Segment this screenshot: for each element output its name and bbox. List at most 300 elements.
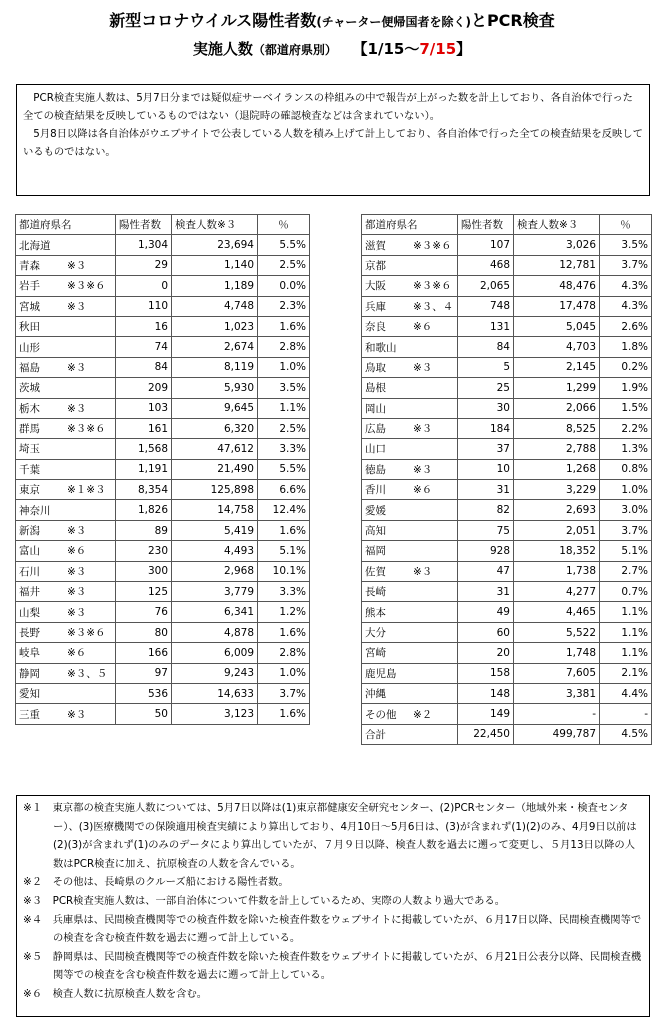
tested-count: 1,748 xyxy=(514,643,600,663)
tested-count: 2,145 xyxy=(514,357,600,377)
prefecture-cell xyxy=(362,235,458,255)
page-subtitle xyxy=(0,38,664,59)
table-row xyxy=(16,398,310,418)
positive-rate: 4.5% xyxy=(600,724,652,744)
positive-rate: 1.2% xyxy=(258,602,310,622)
prefecture-note: ※３※６ xyxy=(67,280,106,293)
positive-rate: 5.1% xyxy=(258,541,310,561)
prefecture-cell xyxy=(16,480,116,500)
table-row xyxy=(16,582,310,602)
tested-count: 2,693 xyxy=(514,500,600,520)
prefecture-cell xyxy=(362,520,458,540)
positive-count: 536 xyxy=(116,683,172,703)
prefecture-cell xyxy=(362,357,458,377)
table-row xyxy=(16,276,310,296)
prefecture-cell xyxy=(16,520,116,540)
positive-count: 131 xyxy=(458,316,514,336)
prefecture-cell xyxy=(16,235,116,255)
prefecture-name: 大阪 xyxy=(365,280,386,293)
footnote-item xyxy=(23,985,643,1004)
tested-count: 3,229 xyxy=(514,480,600,500)
prefecture-cell xyxy=(16,418,116,438)
positive-rate: 1.1% xyxy=(258,398,310,418)
positive-count: 1,191 xyxy=(116,459,172,479)
prefecture-name: 兵庫 xyxy=(365,300,386,313)
prefecture-name: 三重 xyxy=(19,708,40,721)
tested-count: 17,478 xyxy=(514,296,600,316)
prefecture-note: ※３ xyxy=(67,586,87,599)
positive-rate: 1.0% xyxy=(258,663,310,683)
tested-count: 47,612 xyxy=(172,439,258,459)
tested-count: 9,645 xyxy=(172,398,258,418)
prefecture-note: ※３ xyxy=(67,300,87,313)
prefecture-cell xyxy=(362,398,458,418)
tested-count: 1,023 xyxy=(172,316,258,336)
positive-rate: 12.4% xyxy=(258,500,310,520)
prefecture-cell xyxy=(16,683,116,703)
prefecture-name: 長野 xyxy=(19,627,40,639)
prefecture-note: ※３※６ xyxy=(67,627,106,639)
positive-count: 10 xyxy=(458,459,514,479)
tested-count: 3,779 xyxy=(172,582,258,602)
tested-count: 2,788 xyxy=(514,439,600,459)
footnote-label: ※４ xyxy=(23,913,43,926)
range-close: 】 xyxy=(456,40,472,58)
tested-count: 14,633 xyxy=(172,683,258,703)
tested-count: 6,009 xyxy=(172,643,258,663)
tested-count: 6,320 xyxy=(172,418,258,438)
tested-count: 3,123 xyxy=(172,704,258,724)
tested-count: 9,243 xyxy=(172,663,258,683)
prefecture-name: 和歌山 xyxy=(365,341,397,354)
subtitle-main: 実施人数 xyxy=(192,40,253,58)
positive-rate: 1.0% xyxy=(258,357,310,377)
tested-count: 48,476 xyxy=(514,276,600,296)
tested-count: 21,490 xyxy=(172,459,258,479)
positive-rate: 1.1% xyxy=(600,602,652,622)
header-positive: 陽性者数 xyxy=(116,215,172,235)
prefecture-name: 広島 xyxy=(365,423,386,436)
positive-count: 76 xyxy=(116,602,172,622)
header-percent: ％ xyxy=(600,215,652,235)
positive-rate: 2.8% xyxy=(258,643,310,663)
positive-count: 31 xyxy=(458,480,514,500)
header-percent: ％ xyxy=(258,215,310,235)
positive-count: 748 xyxy=(458,296,514,316)
range-start: 【1/15〜 xyxy=(352,40,420,58)
positive-rate: 0.0% xyxy=(258,276,310,296)
prefecture-name: 佐賀 xyxy=(365,565,386,578)
prefecture-cell xyxy=(16,561,116,581)
tested-count: 6,341 xyxy=(172,602,258,622)
positive-count: 161 xyxy=(116,418,172,438)
positive-count: 84 xyxy=(458,337,514,357)
tested-count: 5,930 xyxy=(172,378,258,398)
positive-count: 184 xyxy=(458,418,514,438)
prefecture-cell xyxy=(362,459,458,479)
header-prefecture: 都道府県名 xyxy=(362,215,458,235)
table-row xyxy=(362,255,652,275)
positive-count: 84 xyxy=(116,357,172,377)
table-row xyxy=(16,337,310,357)
tested-count: 5,522 xyxy=(514,622,600,642)
prefecture-note: ※３ xyxy=(413,565,433,578)
table-row xyxy=(362,337,652,357)
table-row xyxy=(362,235,652,255)
positive-count: 300 xyxy=(116,561,172,581)
tested-count: 14,758 xyxy=(172,500,258,520)
positive-rate: 3.7% xyxy=(258,683,310,703)
prefecture-cell xyxy=(16,500,116,520)
tested-count: 5,419 xyxy=(172,520,258,540)
positive-count: 97 xyxy=(116,663,172,683)
header-positive: 陽性者数 xyxy=(458,215,514,235)
intro-paragraph-1: PCR検査実施人数は、5月7日分までは疑似症サーベイランスの枠組みの中で報告が上がった数を計上しており、各自治体で行った全ての検査結果を反映しているものではない（退院時の確認検査などは含まれていない）。 xyxy=(23,92,633,122)
prefecture-name: 秋田 xyxy=(19,321,40,334)
prefecture-table-left xyxy=(15,214,310,725)
positive-rate: 1.1% xyxy=(600,622,652,642)
prefecture-name: 岐阜 xyxy=(19,647,40,660)
prefecture-cell xyxy=(362,296,458,316)
table-row xyxy=(16,704,310,724)
positive-rate: 2.8% xyxy=(258,337,310,357)
table-row xyxy=(362,500,652,520)
prefecture-cell xyxy=(16,439,116,459)
intro-paragraph-2: 5月8日以降は各自治体がウエブサイトで公表している人数を積み上げて計上しており、各自治体で行った全ての検査結果を反映しているものではない。 xyxy=(23,128,643,158)
prefecture-note: ※１※３ xyxy=(67,484,106,497)
footnote-item xyxy=(23,799,643,873)
positive-rate: 0.7% xyxy=(600,582,652,602)
table-row xyxy=(362,724,652,744)
prefecture-note: ※３ xyxy=(67,708,87,721)
positive-rate: 2.2% xyxy=(600,418,652,438)
footnotes xyxy=(16,795,650,1017)
positive-rate: 1.9% xyxy=(600,378,652,398)
table-row xyxy=(362,357,652,377)
prefecture-note: ※３、５ xyxy=(67,667,108,680)
prefecture-cell xyxy=(362,255,458,275)
table-row xyxy=(16,602,310,622)
table-row xyxy=(362,398,652,418)
tested-count: 125,898 xyxy=(172,480,258,500)
title-end: とPCR検査 xyxy=(470,11,555,30)
prefecture-name: 合計 xyxy=(365,728,386,741)
tested-count: 1,738 xyxy=(514,561,600,581)
positive-rate: 1.0% xyxy=(600,480,652,500)
prefecture-cell xyxy=(362,724,458,744)
positive-rate: 3.0% xyxy=(600,500,652,520)
prefecture-note: ※６ xyxy=(413,321,433,334)
prefecture-name: 大分 xyxy=(365,627,386,639)
table-header-row xyxy=(362,215,652,235)
prefecture-note: ※３ xyxy=(67,259,87,272)
positive-count: 16 xyxy=(116,316,172,336)
prefecture-cell xyxy=(362,541,458,561)
positive-count: 8,354 xyxy=(116,480,172,500)
prefecture-note: ※６ xyxy=(413,484,433,497)
positive-rate: 10.1% xyxy=(258,561,310,581)
positive-count: 125 xyxy=(116,582,172,602)
table-row xyxy=(16,378,310,398)
prefecture-note: ※３ xyxy=(67,402,87,415)
table-row xyxy=(362,622,652,642)
tested-count: 8,119 xyxy=(172,357,258,377)
prefecture-cell xyxy=(16,459,116,479)
positive-count: 5 xyxy=(458,357,514,377)
positive-rate: 2.3% xyxy=(258,296,310,316)
table-row xyxy=(362,276,652,296)
positive-rate: 3.5% xyxy=(600,235,652,255)
positive-count: 89 xyxy=(116,520,172,540)
tested-count: 4,465 xyxy=(514,602,600,622)
header-tested: 検査人数※３ xyxy=(172,215,258,235)
table-header-row xyxy=(16,215,310,235)
page-title xyxy=(0,8,664,31)
prefecture-name: 山梨 xyxy=(19,606,40,619)
table-row xyxy=(362,316,652,336)
prefecture-cell xyxy=(362,622,458,642)
positive-rate: 3.3% xyxy=(258,439,310,459)
positive-rate: 0.8% xyxy=(600,459,652,479)
prefecture-cell xyxy=(16,398,116,418)
prefecture-name: 岩手 xyxy=(19,280,40,293)
table-row xyxy=(362,704,652,724)
prefecture-name: 千葉 xyxy=(19,463,40,476)
positive-count: 468 xyxy=(458,255,514,275)
prefecture-cell xyxy=(362,276,458,296)
table-row xyxy=(362,683,652,703)
prefecture-name: 愛媛 xyxy=(365,504,386,517)
positive-rate: 1.6% xyxy=(258,622,310,642)
prefecture-name: 北海道 xyxy=(19,239,51,252)
footnote-item xyxy=(23,911,643,948)
positive-rate: 3.7% xyxy=(600,520,652,540)
prefecture-note: ※６ xyxy=(67,647,87,660)
prefecture-name: 青森 xyxy=(19,259,40,272)
positive-rate: 5.5% xyxy=(258,235,310,255)
tested-count: 7,605 xyxy=(514,663,600,683)
prefecture-name: 熊本 xyxy=(365,606,386,619)
prefecture-cell xyxy=(362,378,458,398)
tested-count: 12,781 xyxy=(514,255,600,275)
prefecture-name: 静岡 xyxy=(19,667,40,680)
positive-count: 0 xyxy=(116,276,172,296)
tested-count: 8,525 xyxy=(514,418,600,438)
prefecture-note: ※３ xyxy=(67,525,87,538)
prefecture-cell xyxy=(16,663,116,683)
footnote-text: PCR検査実施人数は、一部自治体について件数を計上しているため、実際の人数より過大である。 xyxy=(52,894,506,907)
tested-count: 2,968 xyxy=(172,561,258,581)
prefecture-name: 奈良 xyxy=(365,321,386,334)
positive-count: 22,450 xyxy=(458,724,514,744)
positive-count: 103 xyxy=(116,398,172,418)
prefecture-name: 山形 xyxy=(19,341,40,354)
intro-note xyxy=(16,84,650,196)
prefecture-name: 沖縄 xyxy=(365,688,386,701)
prefecture-name: 茨城 xyxy=(19,382,40,395)
prefecture-note: ※３ xyxy=(67,606,87,619)
positive-rate: 1.3% xyxy=(600,439,652,459)
positive-count: 928 xyxy=(458,541,514,561)
positive-count: 74 xyxy=(116,337,172,357)
prefecture-name: 滋賀 xyxy=(365,239,386,252)
prefecture-name: 栃木 xyxy=(19,402,40,415)
prefecture-cell xyxy=(16,316,116,336)
prefecture-cell xyxy=(16,296,116,316)
prefecture-cell xyxy=(16,276,116,296)
positive-rate: 4.4% xyxy=(600,683,652,703)
title-main: 新型コロナウイルス陽性者数 xyxy=(109,11,317,30)
tested-count: 4,277 xyxy=(514,582,600,602)
prefecture-name: 香川 xyxy=(365,484,386,497)
prefecture-name: 東京 xyxy=(19,484,40,497)
footnote-item xyxy=(23,892,643,911)
prefecture-note: ※３ xyxy=(413,361,433,374)
positive-rate: 2.1% xyxy=(600,663,652,683)
prefecture-cell xyxy=(362,439,458,459)
table-row xyxy=(362,378,652,398)
tested-count: 4,748 xyxy=(172,296,258,316)
footnote-label: ※２ xyxy=(23,876,43,889)
prefecture-name: 福岡 xyxy=(365,545,386,558)
prefecture-cell xyxy=(362,663,458,683)
prefecture-name: 富山 xyxy=(19,545,40,558)
positive-count: 230 xyxy=(116,541,172,561)
prefecture-cell xyxy=(362,704,458,724)
prefecture-cell xyxy=(362,643,458,663)
table-row xyxy=(16,296,310,316)
range-end-date: 7/15 xyxy=(419,40,457,58)
positive-count: 37 xyxy=(458,439,514,459)
positive-rate: - xyxy=(600,704,652,724)
prefecture-name: 山口 xyxy=(365,443,386,456)
table-row xyxy=(16,561,310,581)
prefecture-note: ※２ xyxy=(413,708,433,721)
positive-rate: 5.1% xyxy=(600,541,652,561)
table-row xyxy=(362,663,652,683)
table-row xyxy=(16,316,310,336)
positive-count: 47 xyxy=(458,561,514,581)
footnote-item xyxy=(23,948,643,985)
prefecture-name: 新潟 xyxy=(19,525,40,538)
positive-count: 1,826 xyxy=(116,500,172,520)
prefecture-table-right xyxy=(361,214,652,745)
prefecture-cell xyxy=(16,704,116,724)
footnote-label: ※３ xyxy=(23,894,43,907)
prefecture-cell xyxy=(16,602,116,622)
table-row xyxy=(16,500,310,520)
table-row xyxy=(362,418,652,438)
table-row xyxy=(16,235,310,255)
prefecture-cell xyxy=(16,582,116,602)
tested-count: 1,299 xyxy=(514,378,600,398)
tested-count: 1,140 xyxy=(172,255,258,275)
prefecture-cell xyxy=(362,561,458,581)
tested-count: 18,352 xyxy=(514,541,600,561)
footnote-text: 検査人数に抗原検査人数を含む。 xyxy=(52,987,208,1000)
table-row xyxy=(362,643,652,663)
prefecture-cell xyxy=(16,357,116,377)
positive-count: 166 xyxy=(116,643,172,663)
table-row xyxy=(362,602,652,622)
positive-count: 60 xyxy=(458,622,514,642)
table-row xyxy=(362,459,652,479)
positive-count: 31 xyxy=(458,582,514,602)
table-row xyxy=(16,643,310,663)
prefecture-name: 鳥取 xyxy=(365,361,386,374)
positive-rate: 1.6% xyxy=(258,520,310,540)
header-prefecture: 都道府県名 xyxy=(16,215,116,235)
positive-rate: 2.5% xyxy=(258,255,310,275)
positive-rate: 1.6% xyxy=(258,316,310,336)
prefecture-note: ※３ xyxy=(413,423,433,436)
positive-count: 2,065 xyxy=(458,276,514,296)
prefecture-cell xyxy=(16,622,116,642)
positive-rate: 0.2% xyxy=(600,357,652,377)
prefecture-cell xyxy=(16,378,116,398)
prefecture-cell xyxy=(362,500,458,520)
positive-count: 25 xyxy=(458,378,514,398)
positive-rate: 3.5% xyxy=(258,378,310,398)
table-row xyxy=(16,255,310,275)
positive-count: 49 xyxy=(458,602,514,622)
prefecture-cell xyxy=(362,683,458,703)
tested-count: 4,703 xyxy=(514,337,600,357)
positive-count: 209 xyxy=(116,378,172,398)
prefecture-note: ※３※６ xyxy=(67,423,106,436)
prefecture-name: 神奈川 xyxy=(19,504,51,517)
positive-count: 158 xyxy=(458,663,514,683)
footnote-label: ※１ xyxy=(23,802,43,814)
footnote-text: その他は、長崎県のクルーズ船における陽性者数。 xyxy=(52,876,289,889)
positive-rate: 1.1% xyxy=(600,643,652,663)
positive-count: 50 xyxy=(116,704,172,724)
prefecture-cell xyxy=(362,602,458,622)
tested-count: 2,066 xyxy=(514,398,600,418)
prefecture-cell xyxy=(362,480,458,500)
positive-rate: 2.5% xyxy=(258,418,310,438)
table-row xyxy=(362,541,652,561)
tested-count: 2,674 xyxy=(172,337,258,357)
positive-rate: 4.3% xyxy=(600,276,652,296)
positive-rate: 1.5% xyxy=(600,398,652,418)
prefecture-name: 高知 xyxy=(365,525,386,538)
tested-count: 3,381 xyxy=(514,683,600,703)
prefecture-cell xyxy=(16,643,116,663)
positive-count: 1,568 xyxy=(116,439,172,459)
prefecture-cell xyxy=(362,337,458,357)
prefecture-note: ※３ xyxy=(413,463,433,476)
positive-count: 149 xyxy=(458,704,514,724)
table-row xyxy=(16,622,310,642)
positive-count: 110 xyxy=(116,296,172,316)
prefecture-name: 長崎 xyxy=(365,586,386,599)
prefecture-cell xyxy=(16,541,116,561)
positive-count: 82 xyxy=(458,500,514,520)
prefecture-cell xyxy=(16,337,116,357)
prefecture-name: 埼玉 xyxy=(19,443,40,456)
table-row xyxy=(16,663,310,683)
positive-count: 29 xyxy=(116,255,172,275)
footnote-label: ※５ xyxy=(23,950,43,963)
footnote-text: 静岡県は、民間検査機関等での検査件数を除いた検査件数をウェブサイトに掲載していたが、６月21日公表分以降、民間検査機関等での検査を含む検査件数を過去に遡って計上している。 xyxy=(52,950,642,982)
table-row xyxy=(362,296,652,316)
tested-count: 5,045 xyxy=(514,316,600,336)
table-row xyxy=(16,459,310,479)
prefecture-note: ※６ xyxy=(67,545,87,558)
footnote-text: 東京都の検査実施人数については、5月7日以降は(1)東京都健康安全研究センター、(2)PCRセンター（地域外来・検査センター）、(3)医療機関での保険適用検査実績により算出しており、4月10日〜5月6日は、(3)が含まれず(1)(2)のみ、4月9日以前は(2)(3)が含まれず(1)のみのデータにより算出していたが、７月９日以降、検査人数を過去に遡って変更し、５月13日以降の人数はPCR検査に加え、抗原検査の人数を含んでいる。 xyxy=(52,802,637,870)
positive-count: 148 xyxy=(458,683,514,703)
